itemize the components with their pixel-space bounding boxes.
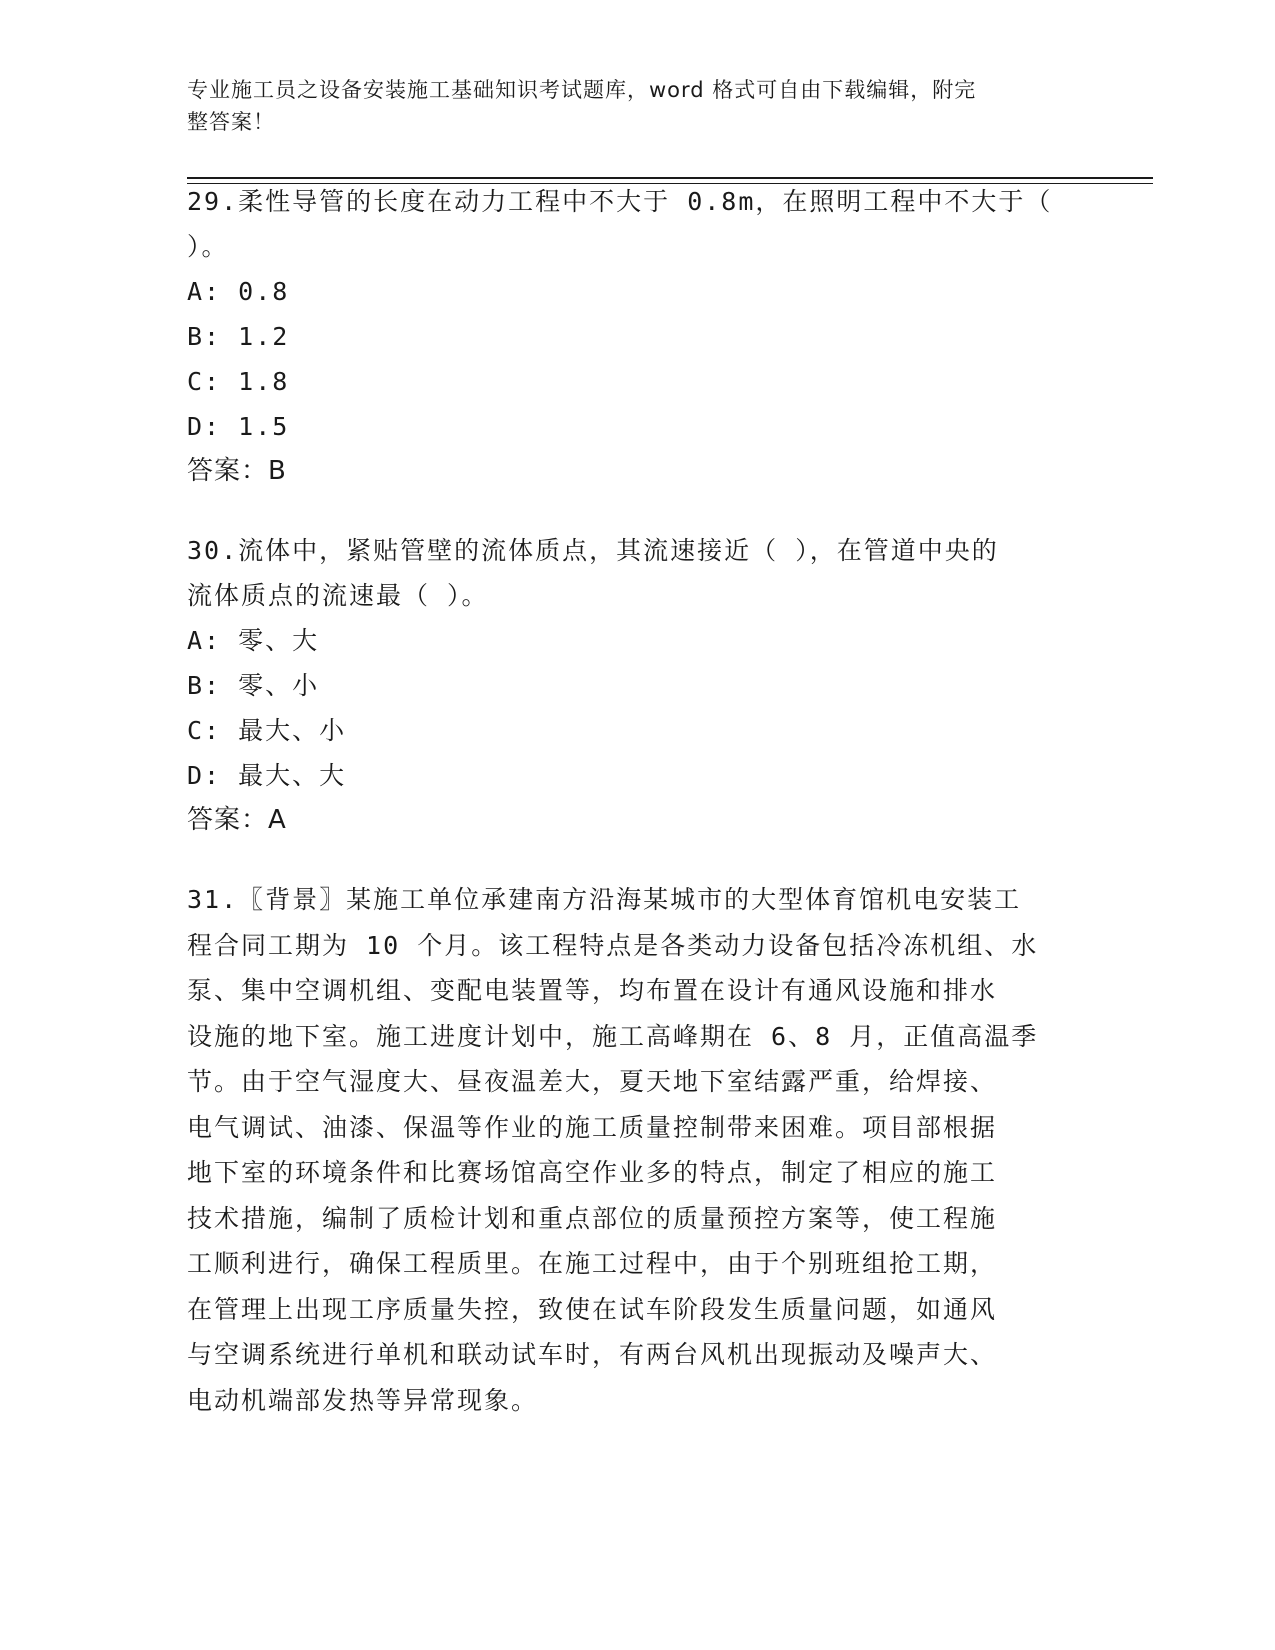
option-d: D: 最大、大 bbox=[187, 761, 347, 790]
question-stem-line: 工顺利进行，确保工程质里。在施工过程中，由于个别班组抢工期， bbox=[187, 1249, 998, 1278]
question-stem-line: 电气调试、油漆、保温等作业的施工质量控制带来困难。项目部根据 bbox=[187, 1112, 998, 1142]
option-c: C: 1.8 bbox=[187, 367, 290, 396]
question-stem-line: 流体质点的流速最（ ）。 bbox=[187, 581, 489, 610]
question-stem-line: 技术措施，编制了质检计划和重点部位的质量预控方案等，使工程施 bbox=[187, 1203, 998, 1233]
question-stem-line: 节。由于空气湿度大、昼夜温差大，夏天地下室结露严重，给焊接、 bbox=[187, 1067, 998, 1096]
question-stem-line: 程合同工期为 10 个月。该工程特点是各类动力设备包括冷冻机组、水 bbox=[187, 930, 1039, 960]
question-stem-line: 设施的地下室。施工进度计划中，施工高峰期在 6、8 月，正值高温季 bbox=[187, 1021, 1039, 1051]
option-c: C: 最大、小 bbox=[187, 716, 347, 745]
option-d: D: 1.5 bbox=[187, 412, 290, 441]
question-stem-line: 30.流体中，紧贴管壁的流体质点，其流速接近（ ），在管道中央的 bbox=[187, 536, 999, 565]
question-30 bbox=[187, 528, 1087, 843]
header-line-1: 专业施工员之设备安装施工基础知识考试题库，word 格式可自由下载编辑，附完 bbox=[187, 78, 977, 102]
question-stem-line: 在管理上出现工序质量失控，致使在试车阶段发生质量问题，如通风 bbox=[187, 1294, 998, 1324]
question-stem-line: 泵、集中空调机组、变配电装置等，均布置在设计有通风设施和排水 bbox=[187, 976, 998, 1005]
question-stem-line: 与空调系统进行单机和联动试车时，有两台风机出现振动及噪声大、 bbox=[187, 1340, 998, 1369]
question-29 bbox=[187, 179, 1087, 494]
question-stem-line: 地下室的环境条件和比赛场馆高空作业多的特点，制定了相应的施工 bbox=[187, 1158, 998, 1187]
header-line-2: 整答案！ bbox=[187, 110, 275, 134]
option-a: A: 零、大 bbox=[187, 626, 320, 655]
question-stem-line: 电动机端部发热等异常现象。 bbox=[187, 1385, 539, 1415]
document-header bbox=[187, 74, 1067, 138]
question-stem-line: 29.柔性导管的长度在动力工程中不大于 0.8m，在照明工程中不大于（ bbox=[187, 187, 1053, 216]
question-stem-line: 31.〖背景〗某施工单位承建南方沿海某城市的大型体育馆机电安装工 bbox=[187, 885, 1022, 914]
option-b: B: 零、小 bbox=[187, 671, 320, 700]
option-b: B: 1.2 bbox=[187, 322, 290, 351]
question-31 bbox=[187, 877, 1087, 1423]
answer-label: 答案：A bbox=[187, 805, 287, 835]
question-stem-line: ）。 bbox=[187, 232, 229, 261]
option-a: A: 0.8 bbox=[187, 277, 290, 306]
answer-label: 答案：B bbox=[187, 456, 287, 486]
